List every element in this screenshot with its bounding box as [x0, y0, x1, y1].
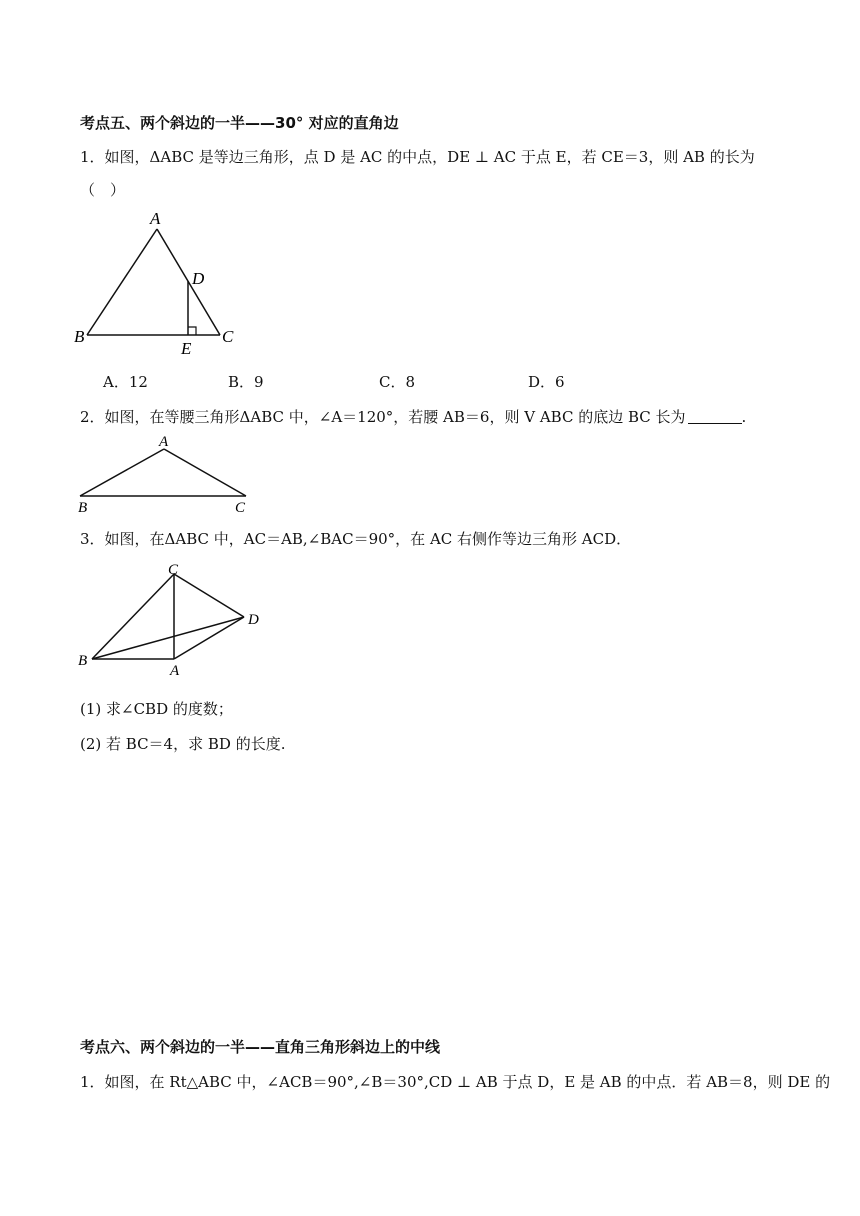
q3-label-a: A — [170, 663, 180, 679]
q1-option-a: A．12 — [103, 373, 148, 391]
q1-label-c: C — [222, 327, 234, 346]
q3-subquestion-1: (1) 求∠CBD 的度数； — [80, 700, 233, 718]
q1-option-c: C．8 — [379, 373, 416, 391]
q1-label-a: A — [150, 209, 161, 228]
q1-option-b: B．9 — [228, 373, 264, 391]
q1-right-angle-mark — [188, 327, 196, 335]
q3-segment-bc — [92, 574, 174, 659]
q1-answer-parens: （ ） — [80, 181, 126, 199]
q2-figure-isosceles-triangle — [70, 432, 270, 516]
q2-text: 2．如图，在等腰三角形ΔABC 中，∠A＝120°，若腰 AB＝6，则 V ABC 的底边 BC 长为 — [80, 408, 686, 426]
q1-figure-equilateral-triangle — [70, 205, 250, 355]
q2-period: . — [741, 408, 747, 426]
q3-label-d: D — [248, 612, 259, 628]
q2-label-b: B — [78, 500, 88, 516]
q2-side-ac — [164, 449, 246, 496]
section-6-q1-stem: 1．如图，在 Rt△ABC 中，∠ACB＝90°,∠B＝30°,CD ⊥ AB 于点 D，E 是 AB 的中点．若 AB＝8，则 DE 的 — [80, 1073, 831, 1091]
q1-label-e: E — [181, 339, 192, 355]
section-5-heading: 考点五、两个斜边的一半——30° 对应的直角边 — [80, 114, 399, 132]
q2-label-c: C — [235, 500, 246, 516]
q1-option-d: D．6 — [528, 373, 565, 391]
section-6-heading: 考点六、两个斜边的一半——直角三角形斜边上的中线 — [80, 1038, 441, 1056]
q3-subquestion-2: (2) 若 BC＝4，求 BD 的长度. — [80, 735, 286, 753]
q2-side-ab — [80, 449, 164, 496]
q2-answer-blank — [688, 409, 742, 424]
q3-segment-ad — [174, 617, 244, 659]
q2-label-a: A — [159, 434, 169, 450]
q3-segment-bd — [92, 617, 244, 659]
q3-stem: 3．如图，在ΔABC 中，AC＝AB,∠BAC＝90°，在 AC 右侧作等边三角形 ACD． — [80, 530, 632, 548]
q3-figure — [70, 558, 270, 683]
q3-label-c: C — [168, 562, 179, 578]
q1-stem: 1．如图，ΔABC 是等边三角形，点 D 是 AC 的中点，DE ⊥ AC 于点 E，若 CE＝3，则 AB 的长为 — [80, 148, 755, 166]
q3-segment-cd — [174, 574, 244, 617]
q1-label-b: B — [74, 327, 85, 346]
q1-label-d: D — [192, 269, 205, 288]
q3-label-b: B — [78, 653, 88, 669]
q1-side-ab — [87, 229, 157, 335]
q2-stem — [80, 406, 746, 427]
